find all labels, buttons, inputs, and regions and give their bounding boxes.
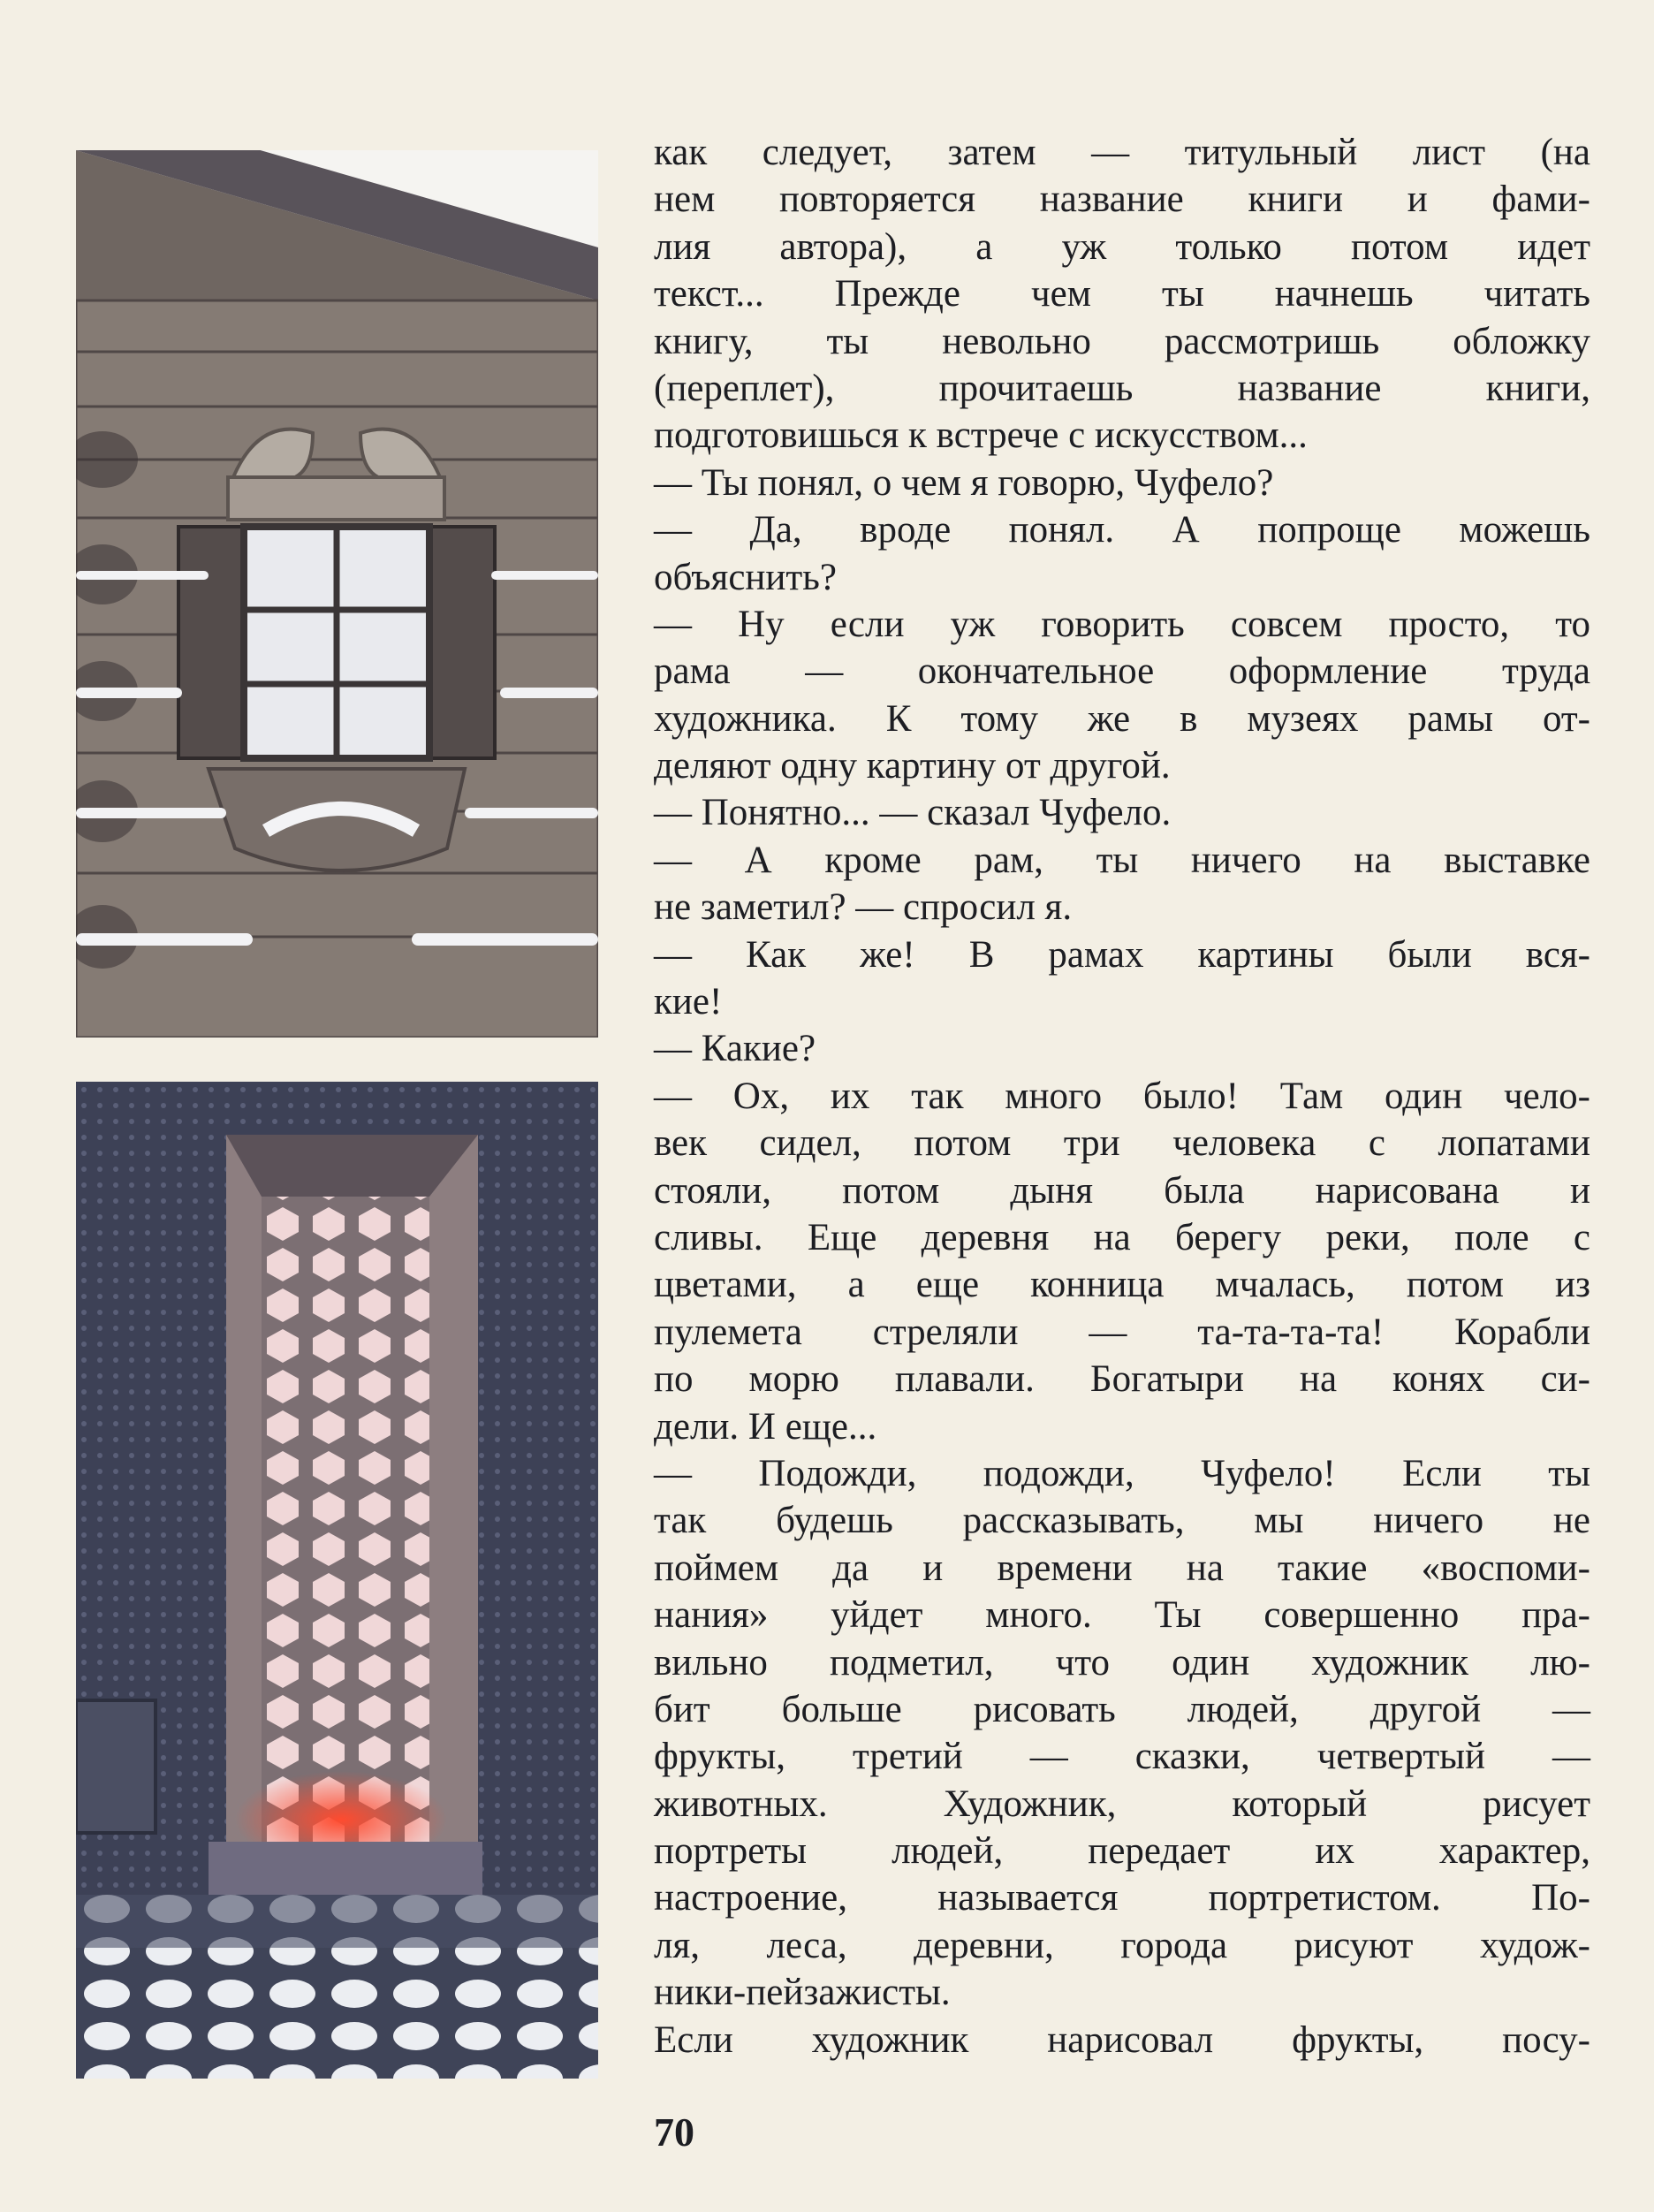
- text-line: век сидел, потом три человека с лопатами: [654, 1122, 1590, 1165]
- text-line: (переплет), прочитаешь название книги,: [654, 367, 1590, 409]
- text-line: подготовишься к встрече с искусством...: [654, 414, 1308, 457]
- text-line: не заметил? — спросил я.: [654, 886, 1073, 929]
- wooden-house-window-photo: [76, 150, 598, 1038]
- text-line: по морю плавали. Богатыри на конях си-: [654, 1358, 1590, 1401]
- text-line: как следует, затем — титульный лист (на: [654, 132, 1590, 173]
- text-line: нания» уйдет много. Ты совершенно пра-: [654, 1594, 1590, 1637]
- text-line: художника. К тому же в музеях рамы от-: [654, 697, 1590, 740]
- text-line: поймем да и времени на такие «воспоми-: [654, 1547, 1590, 1589]
- text-line: — Ну если уж говорить совсем просто, то: [654, 603, 1590, 645]
- text-line: — Понятно... — сказал Чуфело.: [654, 792, 1172, 834]
- text-line: цветами, а еще конница мчалась, потом из: [654, 1264, 1590, 1306]
- text-line: — Какие?: [654, 1028, 816, 1070]
- text-line: Если художник нарисовал фрукты, посу-: [654, 2018, 1590, 2061]
- text-line: текст... Прежде чем ты начнешь читать: [654, 273, 1590, 315]
- text-line: пулемета стреляли — та-та-та-та! Корабли: [654, 1311, 1590, 1353]
- text-line: — Ох, их так много было! Там один чело-: [654, 1075, 1590, 1117]
- text-line: — Да, вроде понял. А попроще можешь: [654, 509, 1590, 551]
- text-line: ля, леса, деревни, города рисуют худож-: [654, 1924, 1590, 1966]
- text-line: стояли, потом дыня была нарисована и: [654, 1169, 1590, 1212]
- wooden-house-window-image: [76, 150, 598, 1038]
- lattice-window-image: [76, 1082, 598, 2079]
- text-line: объяснить?: [654, 556, 837, 598]
- text-line: животных. Художник, который рисует: [654, 1783, 1590, 1825]
- text-line: вильно подметил, что один художник лю-: [654, 1641, 1590, 1684]
- text-line: — Как же! В рамах картины были вся-: [654, 933, 1590, 976]
- text-line: сливы. Еще деревня на берегу реки, поле с: [654, 1216, 1590, 1258]
- text-line: — А кроме рам, ты ничего на выставке: [654, 839, 1590, 881]
- text-line: лия автора), а уж только потом идет: [654, 225, 1590, 268]
- text-line: так будешь рассказывать, мы ничего не: [654, 1500, 1590, 1542]
- text-line: — Подожди, подожди, Чуфело! Если ты: [654, 1452, 1590, 1494]
- text-column: [654, 129, 1590, 2064]
- text-line: рама — окончательное оформление труда: [654, 650, 1590, 693]
- page-number: 70: [654, 2109, 694, 2155]
- lattice-window-photo: [76, 1082, 598, 2079]
- text-line: ники-пейзажисты.: [654, 1972, 951, 2014]
- text-line: портреты людей, передает их характер,: [654, 1830, 1590, 1873]
- text-line: книгу, ты невольно рассмотришь обложку: [654, 320, 1590, 362]
- text-line: нем повторяется название книги и фами-: [654, 179, 1590, 221]
- text-line: деляют одну картину от другой.: [654, 745, 1171, 787]
- text-line: бит больше рисовать людей, другой —: [654, 1688, 1590, 1730]
- text-line: фрукты, третий — сказки, четвертый —: [654, 1736, 1590, 1778]
- text-line: настроение, называется портретистом. По-: [654, 1877, 1590, 1919]
- text-line: кие!: [654, 981, 723, 1023]
- text-line: — Ты понял, о чем я говорю, Чуфело?: [654, 461, 1274, 504]
- text-line: дели. И еще...: [654, 1405, 877, 1448]
